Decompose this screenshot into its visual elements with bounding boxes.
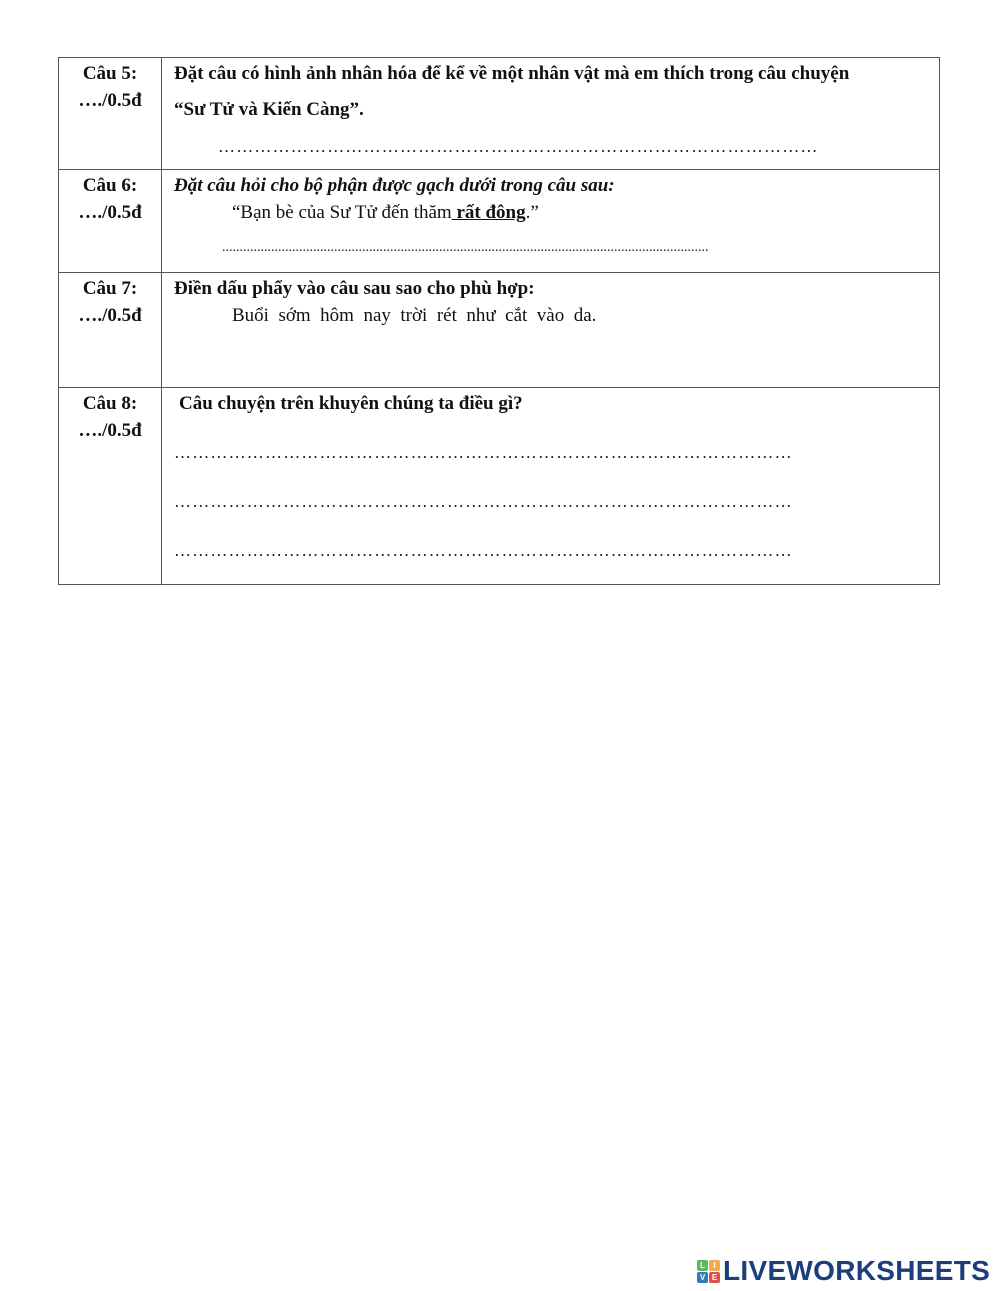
- story-title: “Sư Tử và Kiến Càng”.: [174, 99, 364, 120]
- question-row-8: [59, 388, 940, 585]
- answer-line[interactable]: ...........................................................................................................................................: [222, 240, 709, 255]
- answer-line[interactable]: …………………………………………………………………………………………: [174, 541, 793, 560]
- punctuation-sentence[interactable]: Buổi sớm hôm nay trời rét như cắt vào da.: [232, 305, 597, 326]
- answer-line[interactable]: ………………………………………………………………………………………: [218, 137, 819, 156]
- question-body: [162, 58, 940, 170]
- logo-block-e: E: [709, 1272, 720, 1283]
- question-body: [162, 170, 940, 273]
- logo-block-i: I: [709, 1260, 720, 1271]
- answer-line[interactable]: …………………………………………………………………………………………: [174, 492, 793, 511]
- answer-line[interactable]: …………………………………………………………………………………………: [174, 443, 793, 462]
- question-row-7: [59, 273, 940, 388]
- question-number-cell: [59, 170, 162, 273]
- question-prompt: Đặt câu có hình ảnh nhân hóa để kể về một nhân vật mà em thích trong câu chuyện: [174, 63, 850, 84]
- question-prompt: Đặt câu hỏi cho bộ phận được gạch dưới trong câu sau:: [174, 175, 615, 196]
- live-blocks-icon: [697, 1260, 720, 1283]
- score-field[interactable]: …./0.5đ: [78, 202, 142, 223]
- question-row-5: [59, 58, 940, 170]
- question-number-cell: [59, 58, 162, 170]
- question-number: Câu 5:: [82, 63, 138, 84]
- worksheet-table: [58, 57, 940, 585]
- sentence-start: “Bạn bè của Sư Tử đến thăm: [232, 202, 452, 223]
- logo-wordmark: LIVEWORKSHEETS: [723, 1255, 991, 1286]
- sentence-end: .”: [525, 202, 539, 223]
- question-row-6: [59, 170, 940, 273]
- question-number-cell: [59, 388, 162, 585]
- liveworksheets-logo: [697, 1257, 990, 1285]
- underlined-phrase: rất đông: [451, 202, 526, 223]
- score-field[interactable]: …./0.5đ: [78, 305, 142, 326]
- score-field[interactable]: …./0.5đ: [78, 420, 142, 441]
- question-body: [162, 273, 940, 388]
- question-number-cell: [59, 273, 162, 388]
- question-number: Câu 8:: [82, 393, 138, 414]
- question-body: [162, 388, 940, 585]
- question-prompt: Điền dấu phẩy vào câu sau sao cho phù hợp:: [174, 278, 535, 299]
- example-sentence: [174, 199, 939, 226]
- logo-block-l: L: [697, 1260, 708, 1271]
- logo-block-v: V: [697, 1272, 708, 1283]
- question-number: Câu 6:: [82, 175, 138, 196]
- question-prompt: Câu chuyện trên khuyên chúng ta điều gì?: [179, 393, 523, 414]
- score-field[interactable]: …./0.5đ: [78, 90, 142, 111]
- question-number: Câu 7:: [82, 278, 138, 299]
